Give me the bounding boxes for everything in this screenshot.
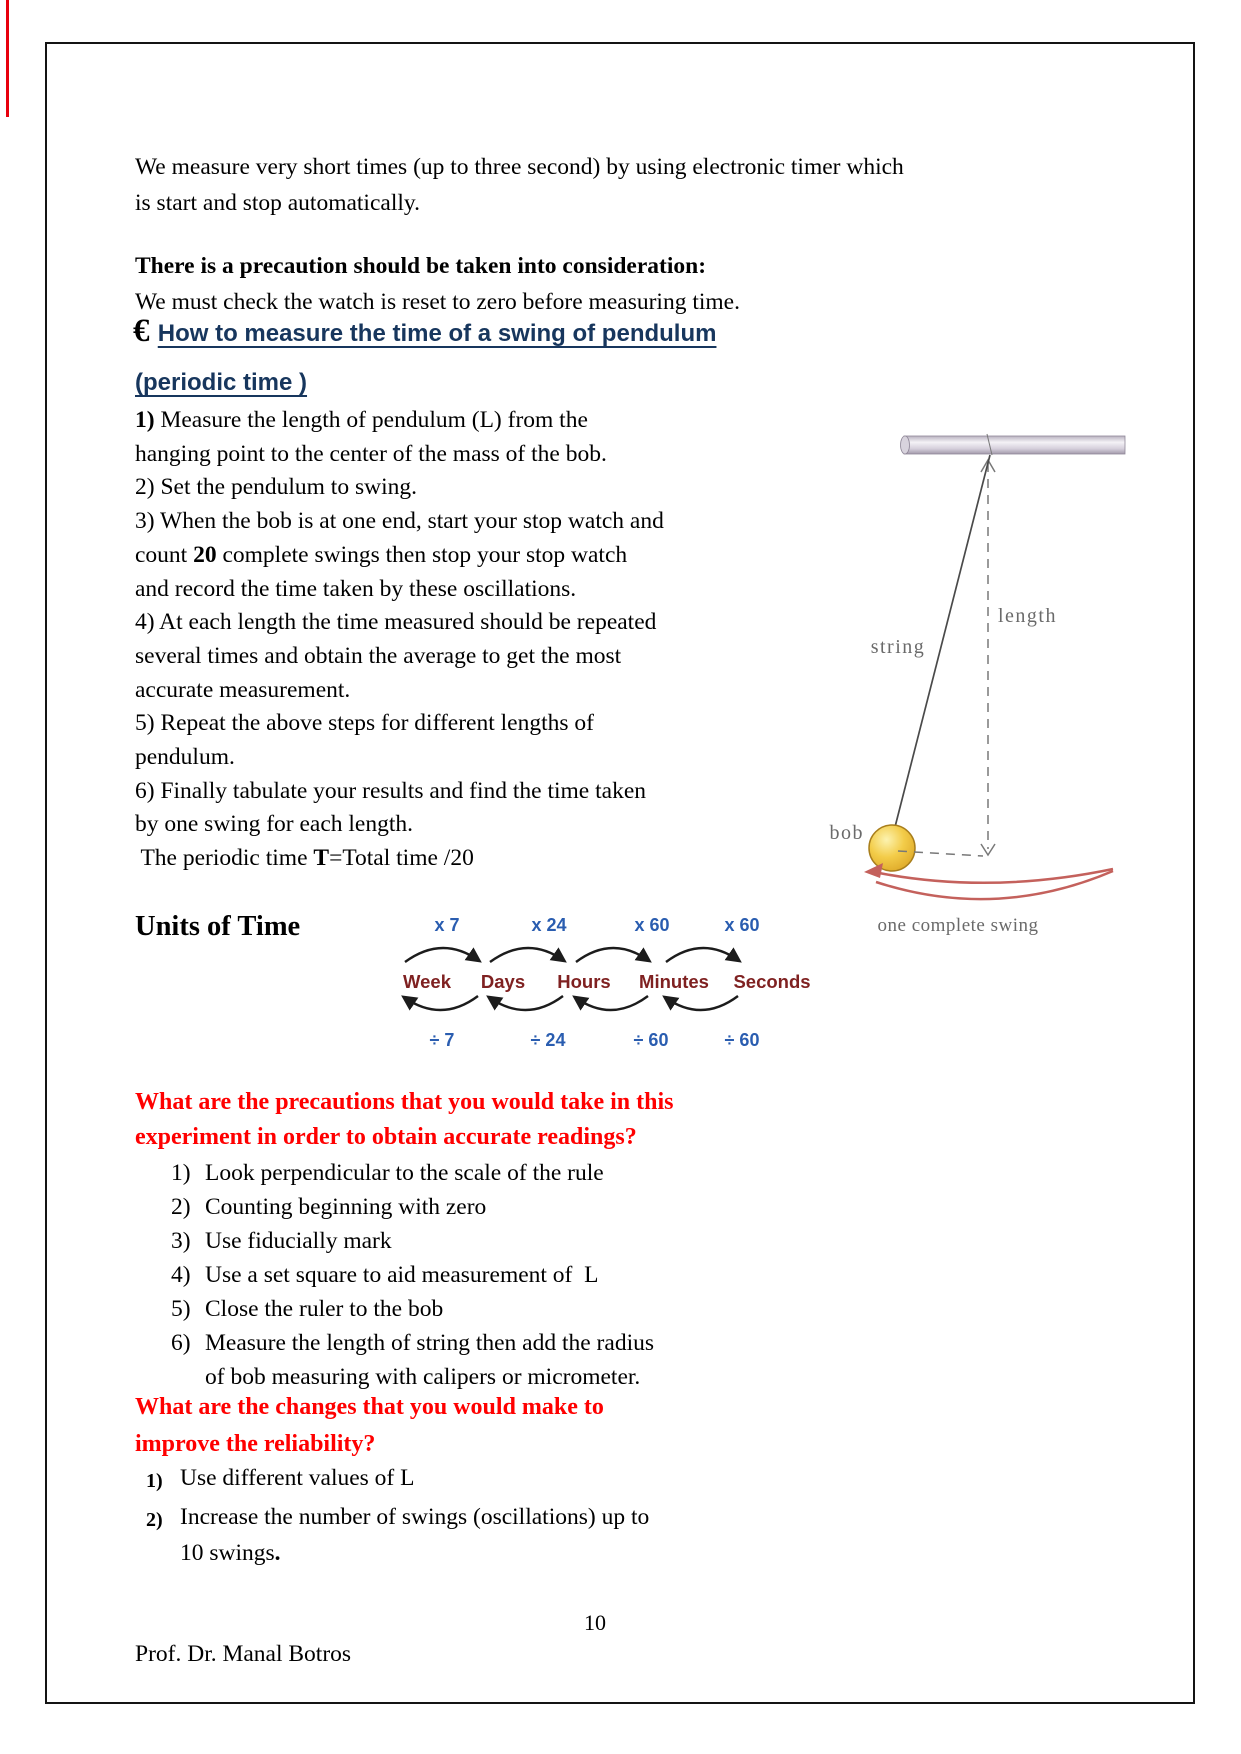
divisor-label: ÷ 24: [530, 1030, 566, 1050]
swing-arrowhead: [864, 863, 883, 878]
precautions-question-heading: [135, 1085, 674, 1154]
text-line: several times and obtain the average to get the most: [135, 642, 622, 669]
text-line: 3) When the bob is at one end, start your stop watch and: [135, 508, 664, 535]
text-line: 5) Repeat the above steps for different lengths of: [135, 710, 594, 737]
changes-question-heading: [135, 1389, 604, 1463]
text-line: 4) At each length the time measured should be repeated: [135, 609, 657, 636]
list-item-number: 1): [171, 1160, 191, 1186]
list-item: [171, 1292, 654, 1326]
text-line: We measure very short times (up to three second) by using electronic timer which: [135, 154, 904, 180]
text-line: of bob measuring with calipers or micrometer.: [205, 1364, 641, 1390]
list-item-number: 1): [146, 1470, 163, 1492]
unit-label-minutes: Minutes: [639, 971, 709, 992]
unit-label-hours: Hours: [557, 971, 611, 992]
divisor-label: ÷ 60: [724, 1030, 760, 1050]
unit-label-days: Days: [480, 971, 526, 992]
text-line: improve the reliability?: [135, 1431, 376, 1457]
list-item: [171, 1156, 654, 1190]
rod-end-cap: [901, 436, 910, 454]
page-edge-mark: [6, 0, 9, 117]
text-line: Look perpendicular to the scale of the rule: [205, 1160, 604, 1186]
multiplier-label: x 60: [634, 915, 670, 935]
euro-bullet: €: [133, 313, 158, 349]
multiplier-label: x 7: [434, 915, 460, 935]
pendulum-bob: [869, 825, 915, 871]
section-heading-text2: (periodic time ): [135, 369, 308, 396]
convert-left-arrow: [490, 996, 563, 1010]
convert-left-arrow: [576, 996, 648, 1010]
convert-left-arrow: [666, 996, 738, 1010]
convert-left-arrow: [405, 996, 478, 1010]
procedure-steps: [135, 404, 775, 876]
units-of-time-heading: Units of Time: [135, 911, 301, 942]
section-heading-text: How to measure the time of a swing of pendulum: [157, 320, 717, 347]
convert-right-arrow: [405, 948, 478, 962]
list-item-number: 2): [171, 1194, 191, 1220]
text-line: is start and stop automatically.: [135, 190, 420, 216]
length-arrow-down: [981, 844, 995, 855]
units-of-time-diagram: [352, 899, 822, 1059]
support-rod: [904, 436, 1125, 454]
section-heading-line2: [135, 369, 307, 397]
list-item: [171, 1190, 654, 1224]
text-line: count 20 complete swings then stop your stop watch: [135, 541, 628, 568]
text-line: Measure the length of string then add the radius: [205, 1330, 654, 1356]
text-line: and record the time taken by these oscillations.: [135, 575, 577, 602]
divisor-label: ÷ 7: [429, 1030, 455, 1050]
list-item-number: 6): [171, 1330, 191, 1356]
intro-paragraph: [135, 149, 904, 221]
list-item-number: 4): [171, 1262, 191, 1288]
precautions-list: [171, 1156, 654, 1394]
list-item: [146, 1499, 649, 1571]
text-line: Increase the number of swings (oscillations) up to: [180, 1504, 650, 1530]
convert-right-arrow: [666, 948, 738, 962]
string-label: string: [870, 636, 926, 658]
text-line: Use a set square to aid measurement of L: [205, 1262, 599, 1288]
text-line: Use fiducially mark: [205, 1228, 392, 1254]
text-line: experiment in order to obtain accurate readings?: [135, 1123, 637, 1150]
convert-right-arrow: [576, 948, 648, 962]
text-line: 2) Set the pendulum to swing.: [135, 474, 417, 501]
text-line: What are the precautions that you would take in this: [135, 1089, 674, 1115]
list-item-number: 2): [146, 1509, 163, 1531]
precaution-body: We must check the watch is reset to zero before measuring time.: [135, 289, 740, 315]
text-line: Close the ruler to the bob: [205, 1296, 444, 1322]
unit-label-week: Week: [403, 971, 451, 992]
text-line: by one swing for each length.: [135, 811, 414, 838]
text-line: 1) Measure the length of pendulum (L) from the: [135, 407, 588, 433]
list-item: [171, 1258, 654, 1292]
list-item: [146, 1460, 649, 1499]
section-heading-line1: [133, 313, 716, 350]
precaution-heading: There is a precaution should be taken into consideration:: [135, 253, 707, 279]
list-item-number: 5): [171, 1296, 191, 1322]
text-line: The periodic time T=Total time /20: [135, 845, 474, 872]
page-number: 10: [584, 1610, 606, 1635]
text-line: 6) Finally tabulate your results and find the time taken: [135, 777, 646, 804]
unit-label-seconds: Seconds: [733, 971, 811, 992]
text-line: accurate measurement.: [135, 676, 351, 703]
text-line: Use different values of L: [180, 1465, 415, 1491]
footer-author: Prof. Dr. Manal Botros: [135, 1641, 352, 1667]
list-item-number: 3): [171, 1228, 191, 1254]
list-item: [171, 1326, 654, 1394]
changes-list: [146, 1460, 649, 1571]
list-item: [171, 1224, 654, 1258]
convert-right-arrow: [490, 948, 563, 962]
text-line: Counting beginning with zero: [205, 1194, 487, 1220]
text-line: pendulum.: [135, 744, 235, 771]
divisor-label: ÷ 60: [633, 1030, 669, 1050]
text-line: hanging point to the center of the mass of the bob.: [135, 440, 607, 467]
text-line: What are the changes that you would make to: [135, 1394, 604, 1420]
swing-caption: one complete swing: [877, 915, 1039, 936]
pendulum-figure: [820, 425, 1152, 957]
text-line: 10 swings.: [180, 1540, 281, 1566]
swing-arc-top: [874, 869, 1113, 883]
multiplier-label: x 60: [724, 915, 760, 935]
multiplier-label: x 24: [531, 915, 567, 935]
bob-label: bob: [829, 822, 864, 844]
length-label: length: [998, 605, 1057, 627]
